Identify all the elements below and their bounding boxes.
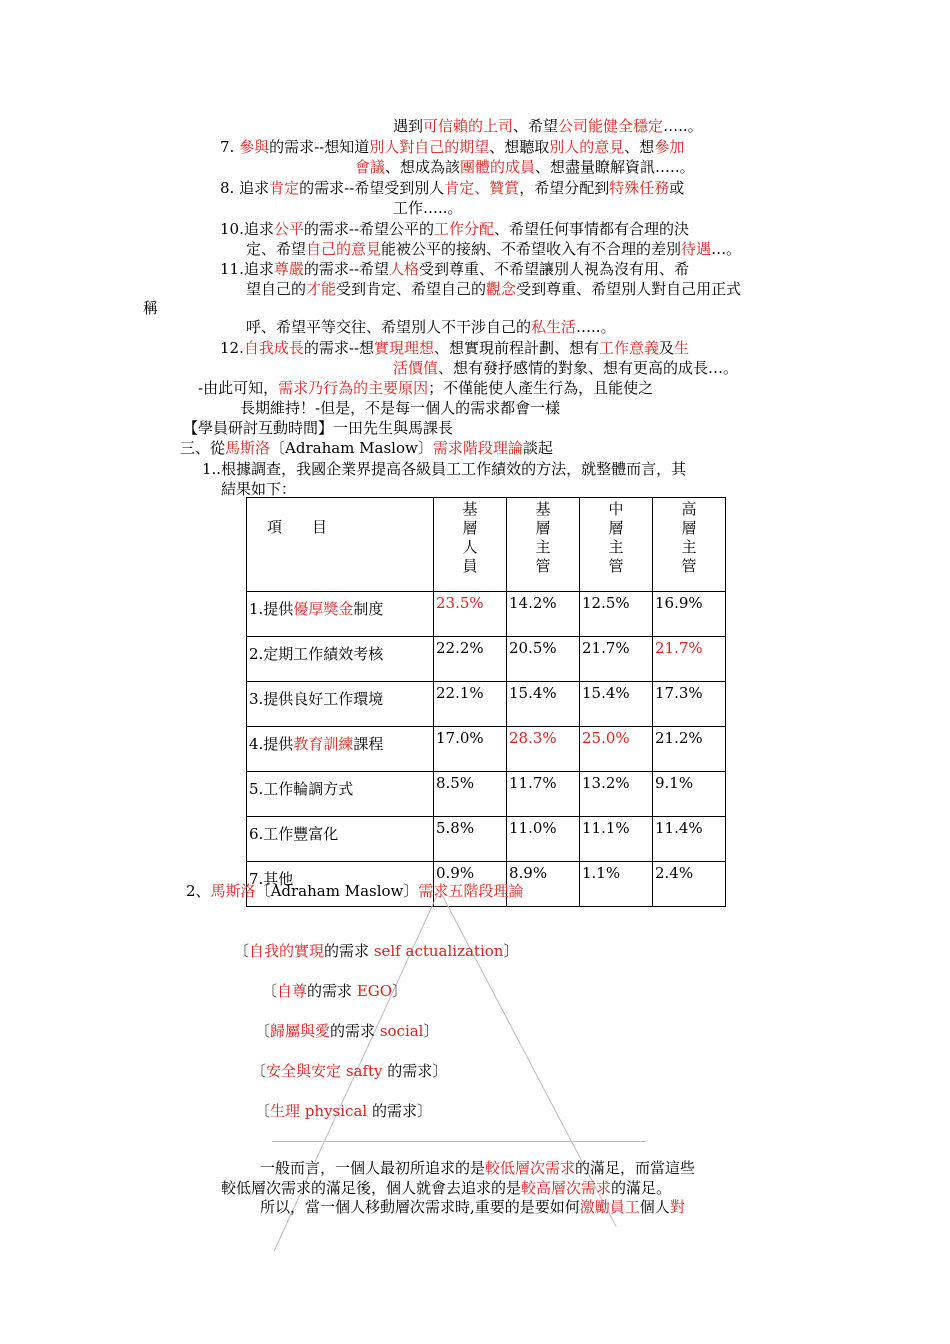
- text-line: [246, 239, 741, 259]
- highlighted-text: 馬斯洛: [225, 439, 271, 457]
- text-segment: 〔: [255, 1022, 271, 1040]
- highlighted-text: 待遇: [681, 240, 712, 258]
- highlighted-text: EGO: [356, 982, 393, 1000]
- highlighted-text: 人格: [389, 260, 420, 278]
- method-cell: [247, 682, 434, 727]
- highlighted-text: 觀念: [486, 280, 517, 298]
- highlighted-text: 公平: [273, 220, 304, 238]
- text-line: [220, 219, 689, 239]
- highlighted-text: 團體的成員: [460, 158, 536, 176]
- text-segment: 受到尊重、希望別人對自己用正式: [516, 280, 742, 298]
- text-segment: 〔Adraham Maslow〕: [270, 439, 433, 457]
- text-segment: 〕: [423, 1022, 439, 1040]
- text-segment: 的需求--希望: [303, 260, 390, 278]
- percentage-cell: 0.9%: [434, 862, 507, 907]
- percentage-cell: 12.5%: [580, 592, 653, 637]
- text-segment: 的需求--希望公平的: [303, 220, 435, 238]
- text-segment: 及: [659, 339, 675, 357]
- percentage-cell: 5.8%: [434, 817, 507, 862]
- text-segment: 〔: [251, 1062, 267, 1080]
- highlighted-text: 自我成長: [243, 339, 304, 357]
- percentage-cell: 11.7%: [507, 772, 580, 817]
- highlighted-text: 較高層次需求: [521, 1179, 612, 1197]
- highlighted-text: 別人的意見: [549, 138, 625, 156]
- percentage-cell: 22.1%: [434, 682, 507, 727]
- text-segment: 、想有發抒感情的對象、想有更高的成長…。: [438, 359, 739, 377]
- text-segment: 10.追求: [220, 220, 274, 238]
- text-line: [246, 317, 616, 337]
- highlighted-text: safty: [345, 1062, 383, 1080]
- text-segment: 6.工作豐富化: [249, 825, 339, 843]
- text-segment: 、想盡量瞭解資訊…..。: [535, 158, 695, 176]
- text-segment: 課程: [353, 735, 384, 753]
- highlighted-text: 優厚獎金: [293, 600, 354, 618]
- text-line: [260, 1197, 685, 1217]
- text-line: [220, 338, 689, 358]
- text-segment: 的需求〕: [382, 1062, 448, 1080]
- method-cell: [247, 637, 434, 682]
- text-line: [393, 198, 463, 218]
- text-line: [260, 1158, 695, 1178]
- level-column-header: 基 層 人 員: [434, 498, 507, 592]
- text-segment: 工作…..。: [393, 199, 463, 217]
- text-line: [183, 418, 453, 438]
- text-segment: 受到尊重、不希望讓別人視為沒有用、希: [419, 260, 690, 278]
- text-segment: 、想聽取: [489, 138, 550, 156]
- text-segment: 的需求〕: [367, 1102, 432, 1120]
- text-segment: 〔: [255, 1102, 271, 1120]
- highlighted-text: 肯定、贊賞: [444, 179, 520, 197]
- level-column-header: 高 層 主 管: [653, 498, 726, 592]
- highlighted-text: 參與: [239, 138, 270, 156]
- highlighted-text: 特殊任務: [609, 179, 670, 197]
- table-row: [247, 772, 726, 817]
- highlighted-text: 會議: [355, 158, 386, 176]
- percentage-cell: 28.3%: [507, 727, 580, 772]
- text-segment: 稱: [143, 299, 159, 317]
- highlighted-text: 馬斯洛: [210, 882, 256, 900]
- table-header-row: [247, 498, 726, 592]
- text-segment: 定、希望: [246, 240, 307, 258]
- table-row: [247, 637, 726, 682]
- text-segment: …。: [711, 240, 742, 258]
- percentage-cell: 21.2%: [653, 727, 726, 772]
- highlighted-text: 教育訓練: [293, 735, 354, 753]
- percentage-cell: 11.4%: [653, 817, 726, 862]
- text-segment: 談起: [522, 439, 553, 457]
- percentage-cell: 21.7%: [580, 637, 653, 682]
- text-segment: 【學員研討互動時間】一田先生與馬課長: [183, 419, 454, 437]
- highlighted-text: social: [379, 1022, 424, 1040]
- text-segment: 〔: [262, 982, 278, 1000]
- percentage-cell: 14.2%: [507, 592, 580, 637]
- highlighted-text: 自我的實現: [249, 942, 325, 960]
- highlighted-text: 生: [674, 339, 690, 357]
- text-segment: 〕: [503, 942, 519, 960]
- percentage-cell: 8.9%: [507, 862, 580, 907]
- text-segment: 7.其他: [249, 870, 294, 888]
- percentage-cell: 20.5%: [507, 637, 580, 682]
- text-segment: 〔: [234, 942, 250, 960]
- text-segment: 望自己的: [246, 280, 307, 298]
- text-segment: 的需求: [307, 982, 357, 1000]
- text-segment: 能被公平的接納、不希望收入有不合理的差別: [381, 240, 682, 258]
- highlighted-text: 歸屬與愛: [270, 1022, 331, 1040]
- performance-table: [246, 497, 726, 907]
- text-segment: 〕: [392, 982, 408, 1000]
- highlighted-text: 工作意義: [599, 339, 660, 357]
- text-segment: 7.: [220, 138, 240, 156]
- pyramid-level-label: [262, 980, 407, 1001]
- text-segment: 、想: [624, 138, 655, 156]
- highlighted-text: 激勵員工: [579, 1198, 640, 1216]
- level-column-header: 基 層 主 管: [507, 498, 580, 592]
- highlighted-text: 生理: [270, 1102, 301, 1120]
- text-segment: 結果如下：: [221, 480, 297, 498]
- text-segment: 2、: [186, 882, 211, 900]
- method-cell: [247, 727, 434, 772]
- text-line: [220, 259, 689, 279]
- highlighted-text: 需求乃行為的主要原因: [278, 379, 429, 397]
- text-segment: 個人: [639, 1198, 670, 1216]
- table-row: [247, 682, 726, 727]
- highlighted-text: 肯定: [269, 179, 300, 197]
- text-segment: 3.提供良好工作環境: [249, 690, 384, 708]
- text-segment: 1.提供: [249, 600, 294, 618]
- text-segment: 三、從: [180, 439, 226, 457]
- text-segment: 、想成為該: [385, 158, 461, 176]
- highlighted-text: 需求階段理論: [432, 439, 523, 457]
- text-segment: 、希望: [513, 117, 559, 135]
- highlighted-text: 公司能健全穩定: [558, 117, 664, 135]
- percentage-cell: 22.2%: [434, 637, 507, 682]
- text-segment: 1..根據調查，我國企業界提高各級員工工作績效的方法，就整體而言，其: [202, 460, 687, 478]
- highlighted-text: 較低層次需求: [485, 1159, 576, 1177]
- pyramid-level-label: [234, 940, 518, 961]
- text-line: [220, 178, 684, 198]
- text-line: [393, 358, 738, 378]
- percentage-cell: 17.0%: [434, 727, 507, 772]
- text-segment: 一般而言，一個人最初所追求的是: [260, 1159, 486, 1177]
- highlighted-text: 對: [669, 1198, 685, 1216]
- text-segment: 11.追求: [220, 260, 274, 278]
- highlighted-text: 自己的意見: [306, 240, 382, 258]
- percentage-cell: 15.4%: [580, 682, 653, 727]
- text-segment: ，希望分配到: [519, 179, 610, 197]
- text-segment: -由此可知，: [198, 379, 279, 397]
- text-segment: 長期維持！-但是，不是每一個人的需求都會一樣: [240, 399, 561, 417]
- percentage-cell: 8.5%: [434, 772, 507, 817]
- table-row: [247, 592, 726, 637]
- method-cell: [247, 817, 434, 862]
- text-segment: 所以，當一個人移動層次需求時,重要的是要如何: [260, 1198, 580, 1216]
- text-line: [221, 479, 296, 499]
- text-segment: 8. 追求: [220, 179, 270, 197]
- percentage-cell: 23.5%: [434, 592, 507, 637]
- pyramid-level-label: [255, 1100, 432, 1121]
- highlighted-text: 自尊: [277, 982, 308, 1000]
- text-segment: 5.工作輪調方式: [249, 780, 354, 798]
- text-line: [240, 398, 560, 418]
- text-segment: 4.提供: [249, 735, 294, 753]
- text-segment: 的需求: [324, 942, 374, 960]
- text-segment: 制度: [353, 600, 384, 618]
- text-segment: 受到肯定、希望自己的: [336, 280, 487, 298]
- highlighted-text: 安全與安定: [266, 1062, 342, 1080]
- table-row: [247, 817, 726, 862]
- text-segment: 遇到: [393, 117, 424, 135]
- text-segment: 的滿足。: [611, 1179, 672, 1197]
- text-segment: 12.: [220, 339, 244, 357]
- text-segment: 或: [669, 179, 685, 197]
- text-segment: 的需求: [330, 1022, 380, 1040]
- percentage-cell: 1.1%: [580, 862, 653, 907]
- percentage-cell: 9.1%: [653, 772, 726, 817]
- percentage-cell: 15.4%: [507, 682, 580, 727]
- highlighted-text: 需求五階段理論: [418, 882, 524, 900]
- text-line: [355, 157, 695, 177]
- pyramid-level-label: [251, 1060, 447, 1081]
- text-segment: 、想實現前程計劃、想有: [434, 339, 600, 357]
- item-column-header: 項 目: [247, 498, 434, 592]
- text-line: [202, 459, 686, 479]
- highlighted-text: 實現理想: [374, 339, 435, 357]
- method-cell: [247, 772, 434, 817]
- highlighted-text: 參加: [654, 138, 685, 156]
- highlighted-text: 工作分配: [434, 220, 495, 238]
- text-segment: 較低層次需求的滿足後，個人就會去追求的是: [221, 1179, 522, 1197]
- highlighted-text: self actualization: [373, 942, 504, 960]
- level-column-header: 中 層 主 管: [580, 498, 653, 592]
- text-segment: 的滿足，而當這些: [575, 1159, 696, 1177]
- text-segment: 的需求--想: [303, 339, 375, 357]
- percentage-cell: 25.0%: [580, 727, 653, 772]
- text-segment: 〔Adraham Maslow〕: [255, 882, 419, 900]
- text-line: [221, 1178, 671, 1198]
- highlighted-text: 別人對自己的期望: [369, 138, 490, 156]
- pyramid-level-label: [255, 1020, 439, 1041]
- text-line: [220, 137, 684, 157]
- text-segment: 呼、希望平等交往、希望別人不干涉自己的: [246, 318, 532, 336]
- text-line: [180, 438, 553, 458]
- highlighted-text: 才能: [306, 280, 337, 298]
- percentage-cell: 13.2%: [580, 772, 653, 817]
- text-line: [246, 279, 741, 299]
- text-segment: 、希望任何事情都有合理的決: [494, 220, 690, 238]
- percentage-cell: 21.7%: [653, 637, 726, 682]
- text-segment: 的需求--希望受到別人: [299, 179, 445, 197]
- percentage-cell: 11.1%: [580, 817, 653, 862]
- text-segment: …..。: [576, 318, 616, 336]
- table-row: [247, 727, 726, 772]
- text-line: [393, 116, 703, 136]
- pyramid-base-line: [272, 1141, 646, 1142]
- text-segment: …..。: [663, 117, 703, 135]
- highlighted-text: 尊嚴: [273, 260, 304, 278]
- text-segment: ；不僅能使人產生行為，且能使之: [428, 379, 654, 397]
- percentage-cell: 16.9%: [653, 592, 726, 637]
- method-cell: [247, 592, 434, 637]
- text-segment: 的需求--想知道: [269, 138, 370, 156]
- highlighted-text: 可信賴的上司: [423, 117, 514, 135]
- highlighted-text: 私生活: [531, 318, 577, 336]
- text-segment: 2.定期工作績效考核: [249, 645, 384, 663]
- text-line: [143, 298, 158, 318]
- highlighted-text: 活價值: [393, 359, 439, 377]
- percentage-cell: 17.3%: [653, 682, 726, 727]
- percentage-cell: 11.0%: [507, 817, 580, 862]
- section-2-title: [186, 881, 523, 901]
- highlighted-text: physical: [304, 1102, 368, 1120]
- percentage-cell: 2.4%: [653, 862, 726, 907]
- text-line: [198, 378, 653, 398]
